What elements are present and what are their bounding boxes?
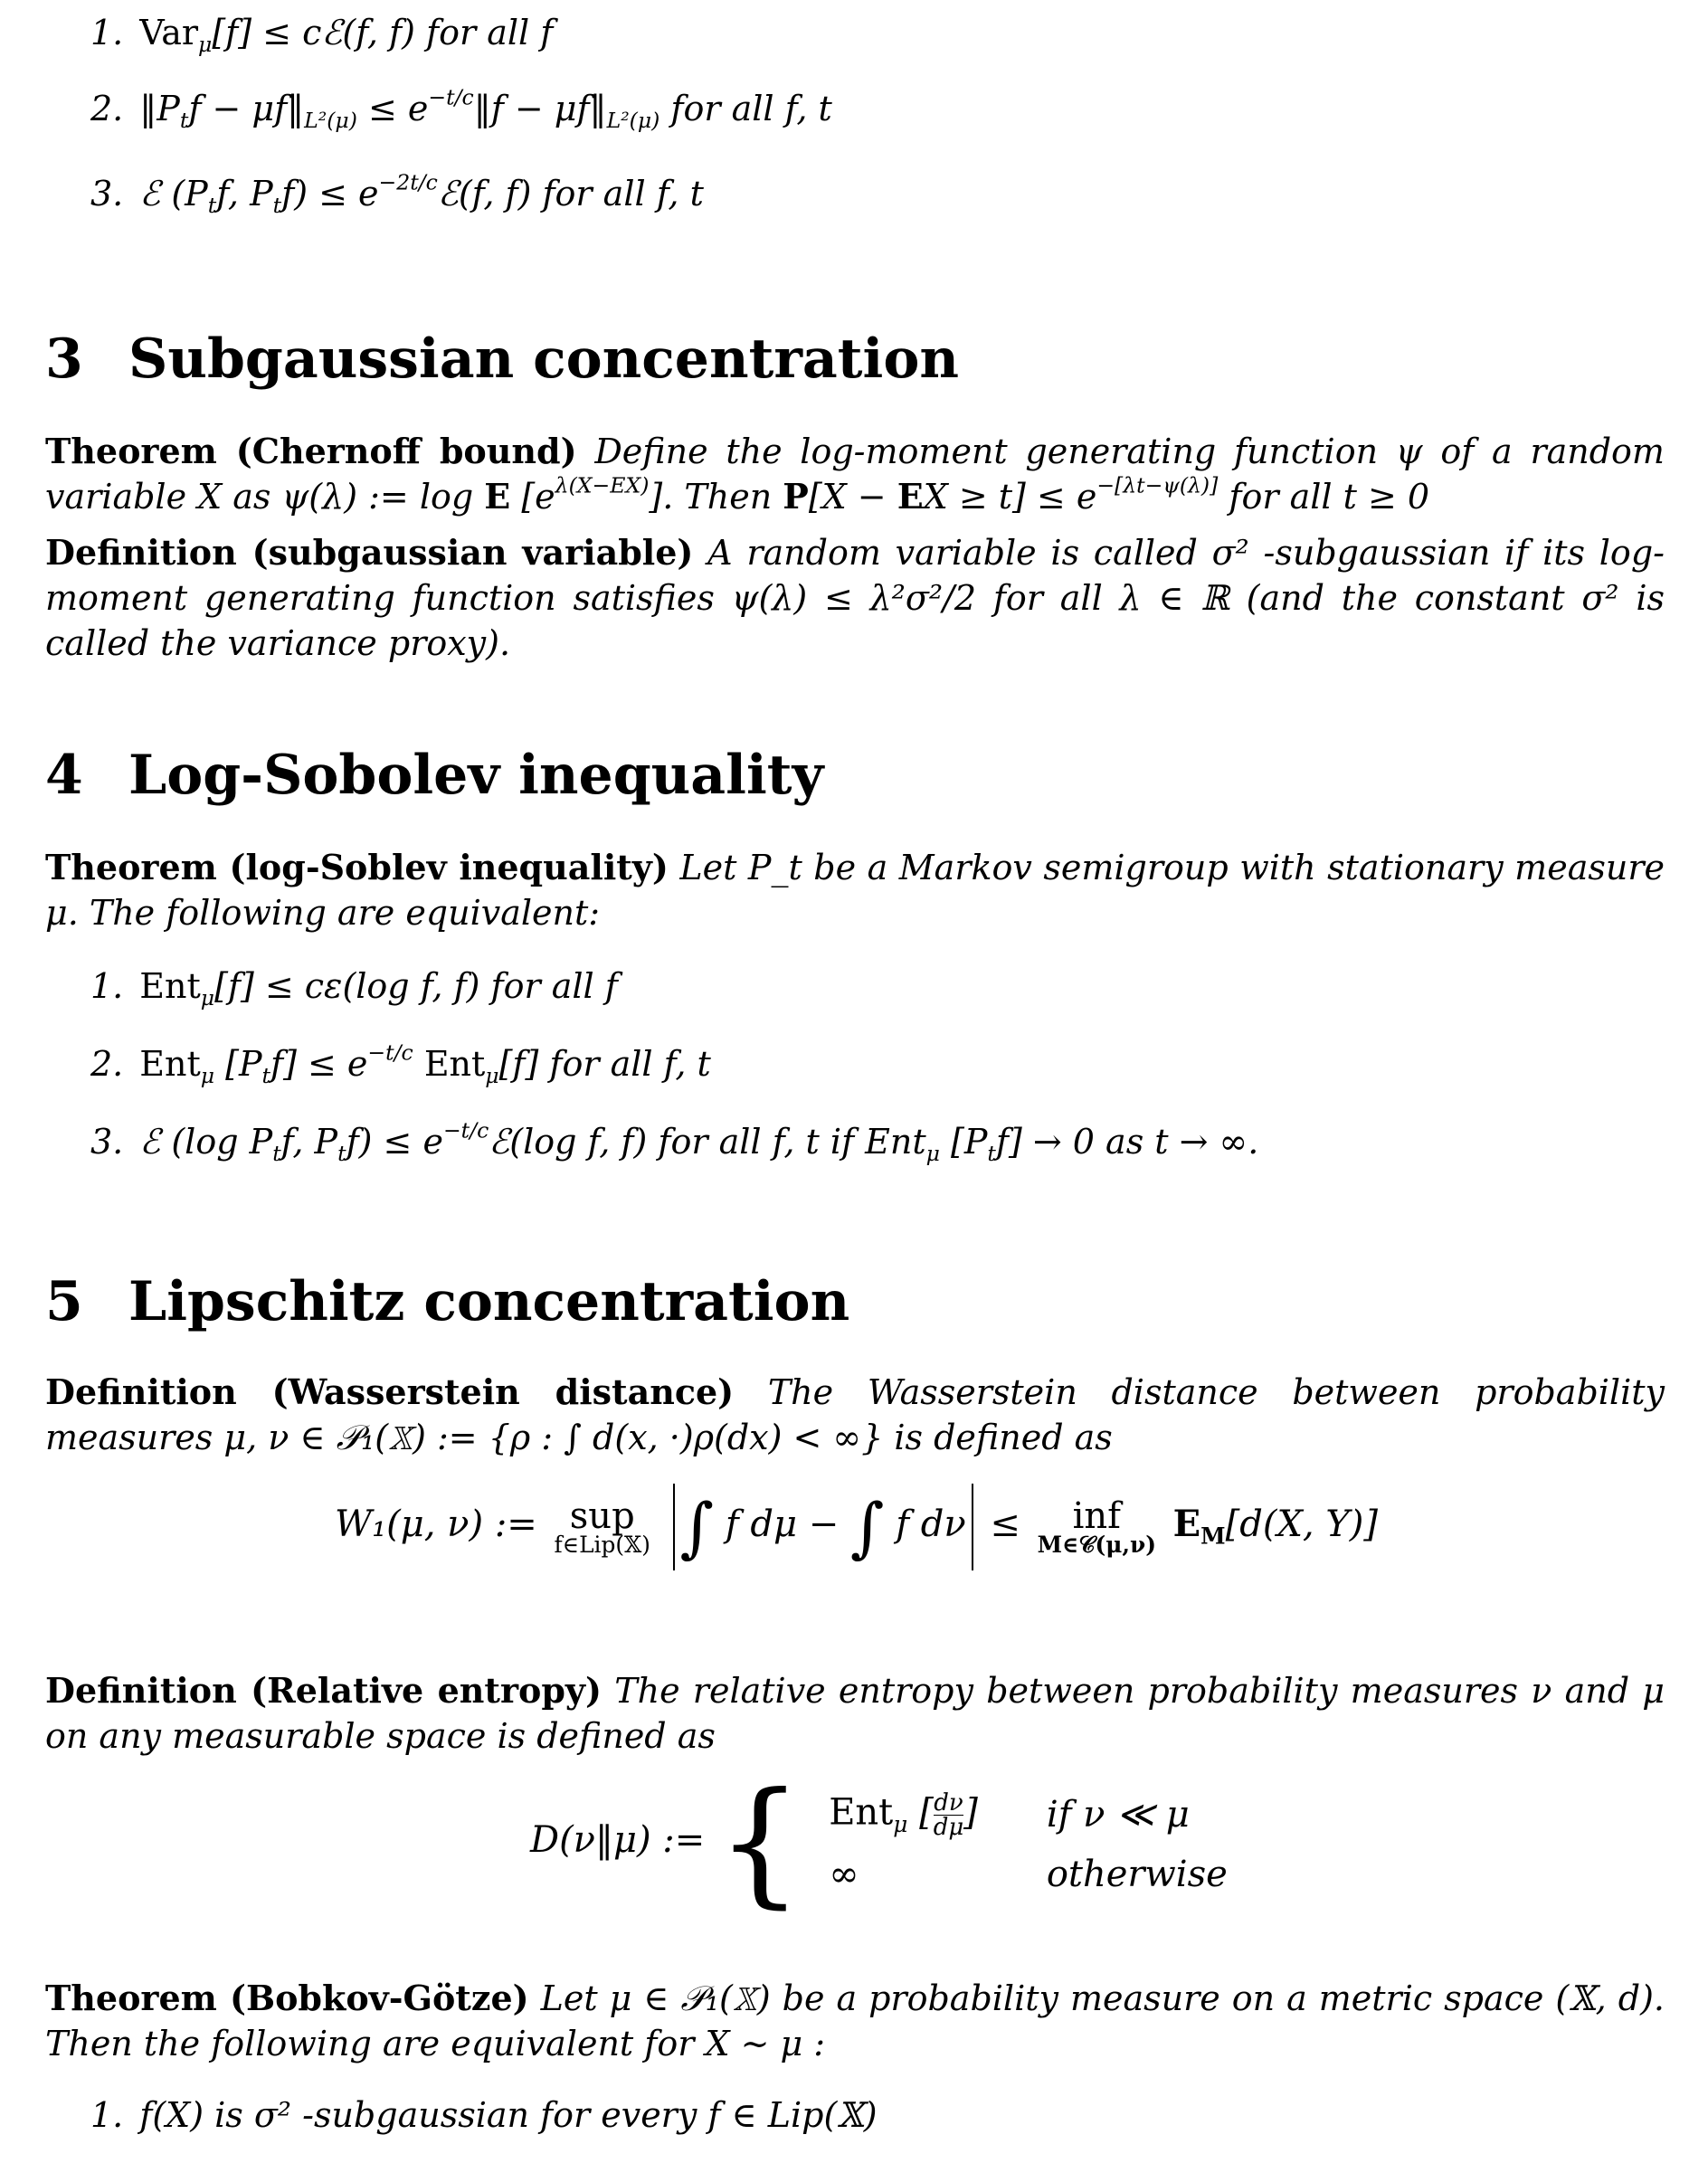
poincare-item-1: 1. Var$_\mu$[f] ≤ cℰ(f, f) for all f: [90, 13, 554, 58]
wasserstein-equation: W₁(μ, ν) := sup f∈Lip(𝕏) ∫ f dμ − ∫ f dν ≤ inf M∈𝒞(μ,ν) $E_M[d(X$, Y)]: [335, 1484, 1378, 1570]
section-5-heading: 5 Lipschitz concentration: [45, 1270, 850, 1333]
section-4-heading: 4 Log-Sobolev inequality: [45, 744, 824, 807]
subgaussian-definition: Definition (subgaussian variable) A random variable is called σ² -subgaussian if its log-moment generating function satisfies ψ(λ) ≤ λ²σ²/2 for all λ ∈ ℝ (and the constant σ² is called the variance proxy).: [45, 532, 1665, 663]
poincare-item-2: 2. $‖P_tf$ − $\mu f‖_{L^2(\mu)}$ ≤ $e^{-t/c}‖f$ − $\mu f‖_{L^2(\mu)}$ for all f, t: [90, 84, 832, 134]
section-3-heading: 3 Subgaussian concentration: [45, 327, 959, 391]
poincare-item-3: 3. ℰ ($P_tf$, $P_tf$) ≤ $e^{-2t/c}ℰ(f$, f) for all f, t: [90, 169, 704, 219]
log-sobolev-item-3: 3. ℰ (log $P_tf$, $P_tf$) ≤ $e^{-t/c}ℰ(\log$ f, f) for all f, t if Ent$_\mu$ $[P_tf] \to 0$ as t → ∞.: [90, 1117, 1259, 1167]
log-sobolev-item-1: 1. Ent$_\mu$[f] ≤ cε(log f, f) for all f: [90, 966, 618, 1011]
chernoff-theorem: Theorem (Chernoff bound) Define the log-moment generating function ψ of a random variable X as ψ(λ) := log E $[e^{\lambda(X-EX)}]$. Then P[X − EX ≥ $t] \le e^{-[\lambda t-\psi(\lambda)]}$ for all t ≥ 0: [45, 431, 1665, 517]
log-sobolev-item-2: 2. Ent$_\mu$ $[P_tf] \le e^{-t/c}$ Ent$_\mu$[f] for all f, t: [90, 1039, 711, 1089]
relative-entropy-definition: Definition (Relative entropy) The relative entropy between probability measures ν and μ on any measurable space is defined as: [45, 1670, 1665, 1756]
bobkov-gotze-item-1: 1. f(X) is σ² -subgaussian for every f ∈ Lip(𝕏): [90, 2095, 878, 2135]
wasserstein-definition: Definition (Wasserstein distance) The Wasserstein distance between probability measures μ, ν ∈ 𝒫₁(𝕏) := {ρ : ∫ d(x, ·)ρ(dx) < ∞} is defined as: [45, 1371, 1665, 1457]
bobkov-gotze-theorem: Theorem (Bobkov-Götze) Let μ ∈ 𝒫₁(𝕏) be a probability measure on a metric space (𝕏, d). Then the following are equivalent for X ∼ μ :: [45, 1978, 1665, 2063]
log-sobolev-theorem: Theorem (log-Soblev inequality) Let P_t be a Markov semigroup with stationary measure μ. The following are equivalent:: [45, 847, 1665, 933]
relative-entropy-equation: D(ν‖μ) := { Ent$_\mu$ [ $\frac{d\nu}{d\mu}$ ] if ν ≪ μ ∞ otherwise: [530, 1764, 1228, 1921]
